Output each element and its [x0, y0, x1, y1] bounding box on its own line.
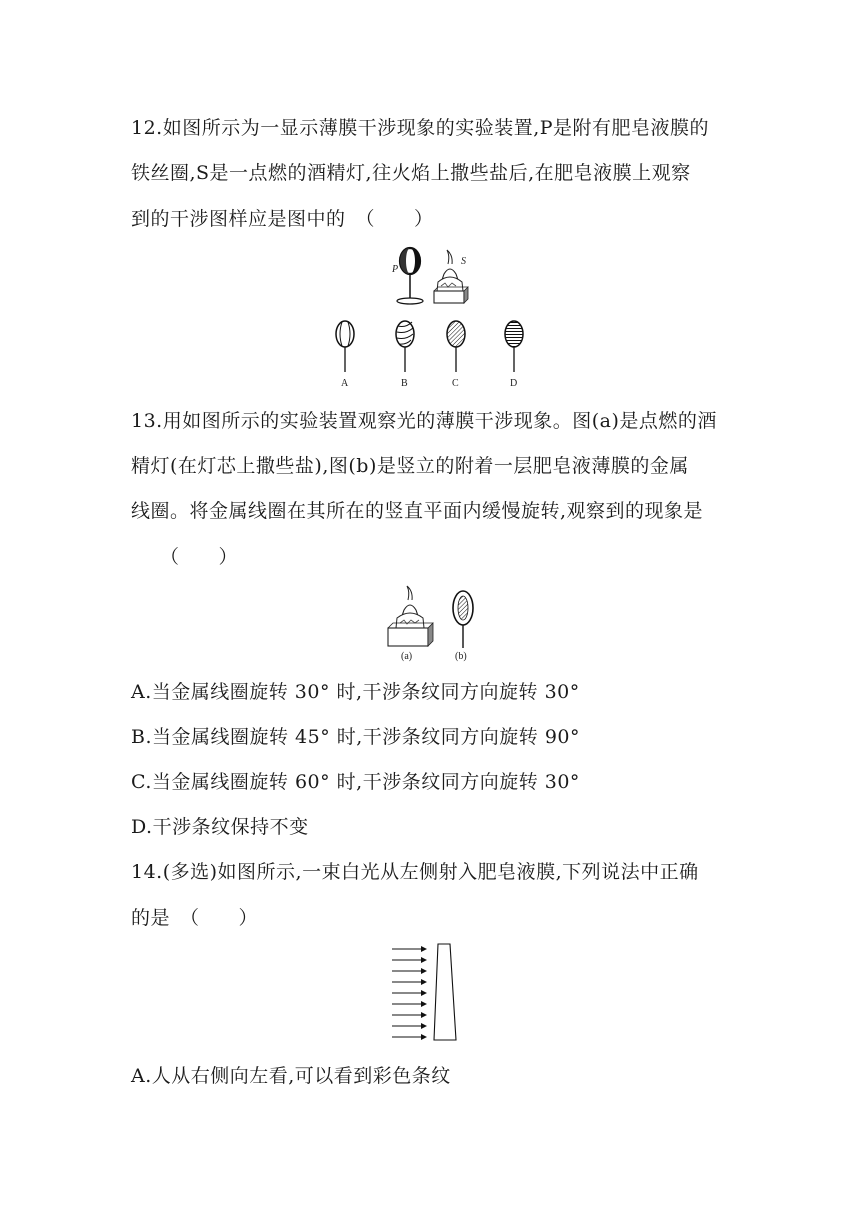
label-p: P — [392, 264, 399, 275]
q12-line-3: 到的干涉图样应是图中的 （ ） — [131, 208, 434, 230]
label-b: (b) — [455, 651, 467, 662]
option-c-pattern — [447, 321, 465, 372]
option-a-pattern — [336, 321, 354, 372]
option-b-pattern — [396, 321, 414, 372]
alcohol-lamp-a — [388, 586, 433, 646]
q14-line-2: 的是 （ ） — [131, 907, 259, 929]
metal-loop-b — [453, 591, 473, 648]
wire-loop-p — [397, 248, 423, 304]
option-c-label: C — [452, 378, 459, 389]
q14-figure — [388, 940, 488, 1045]
q12-figure — [320, 240, 540, 390]
q13-choice-b: B.当金属线圈旋转 45° 时,干涉条纹同方向旋转 90° — [131, 726, 581, 748]
label-a: (a) — [401, 651, 413, 662]
q13-choice-a: A.当金属线圈旋转 30° 时,干涉条纹同方向旋转 30° — [131, 681, 580, 703]
q12-line-1: 12.如图所示为一显示薄膜干涉现象的实验装置,P是附有肥皂液膜的 — [131, 117, 710, 139]
label-s: S — [461, 256, 466, 267]
q13-choice-d: D.干涉条纹保持不变 — [131, 816, 309, 838]
option-d-label: D — [510, 378, 518, 389]
q13-figure — [375, 582, 495, 662]
soap-film-wedge — [434, 944, 456, 1040]
q12-line-2: 铁丝圈,S是一点燃的酒精灯,往火焰上撒些盐后,在肥皂液膜上观察 — [131, 162, 691, 184]
q13-line-2: 精灯(在灯芯上撒些盐),图(b)是竖立的附着一层肥皂液薄膜的金属 — [131, 455, 689, 477]
option-a-label: A — [341, 378, 349, 389]
option-b-label: B — [401, 378, 408, 389]
q13-choice-c: C.当金属线圈旋转 60° 时,干涉条纹同方向旋转 30° — [131, 771, 580, 793]
white-light-rays — [392, 949, 426, 1037]
q13-line-1: 13.用如图所示的实验装置观察光的薄膜干涉现象。图(a)是点燃的酒 — [131, 410, 717, 432]
q13-line-3: 线圈。将金属线圈在其所在的竖直平面内缓慢旋转,观察到的现象是 — [131, 500, 704, 522]
q14-choice-a: A.人从右侧向左看,可以看到彩色条纹 — [131, 1065, 451, 1087]
q13-line-4: （ ） — [160, 546, 239, 568]
option-d-pattern — [505, 321, 523, 372]
q14-line-1: 14.(多选)如图所示,一束白光从左侧射入肥皂液膜,下列说法中正确 — [131, 861, 699, 883]
